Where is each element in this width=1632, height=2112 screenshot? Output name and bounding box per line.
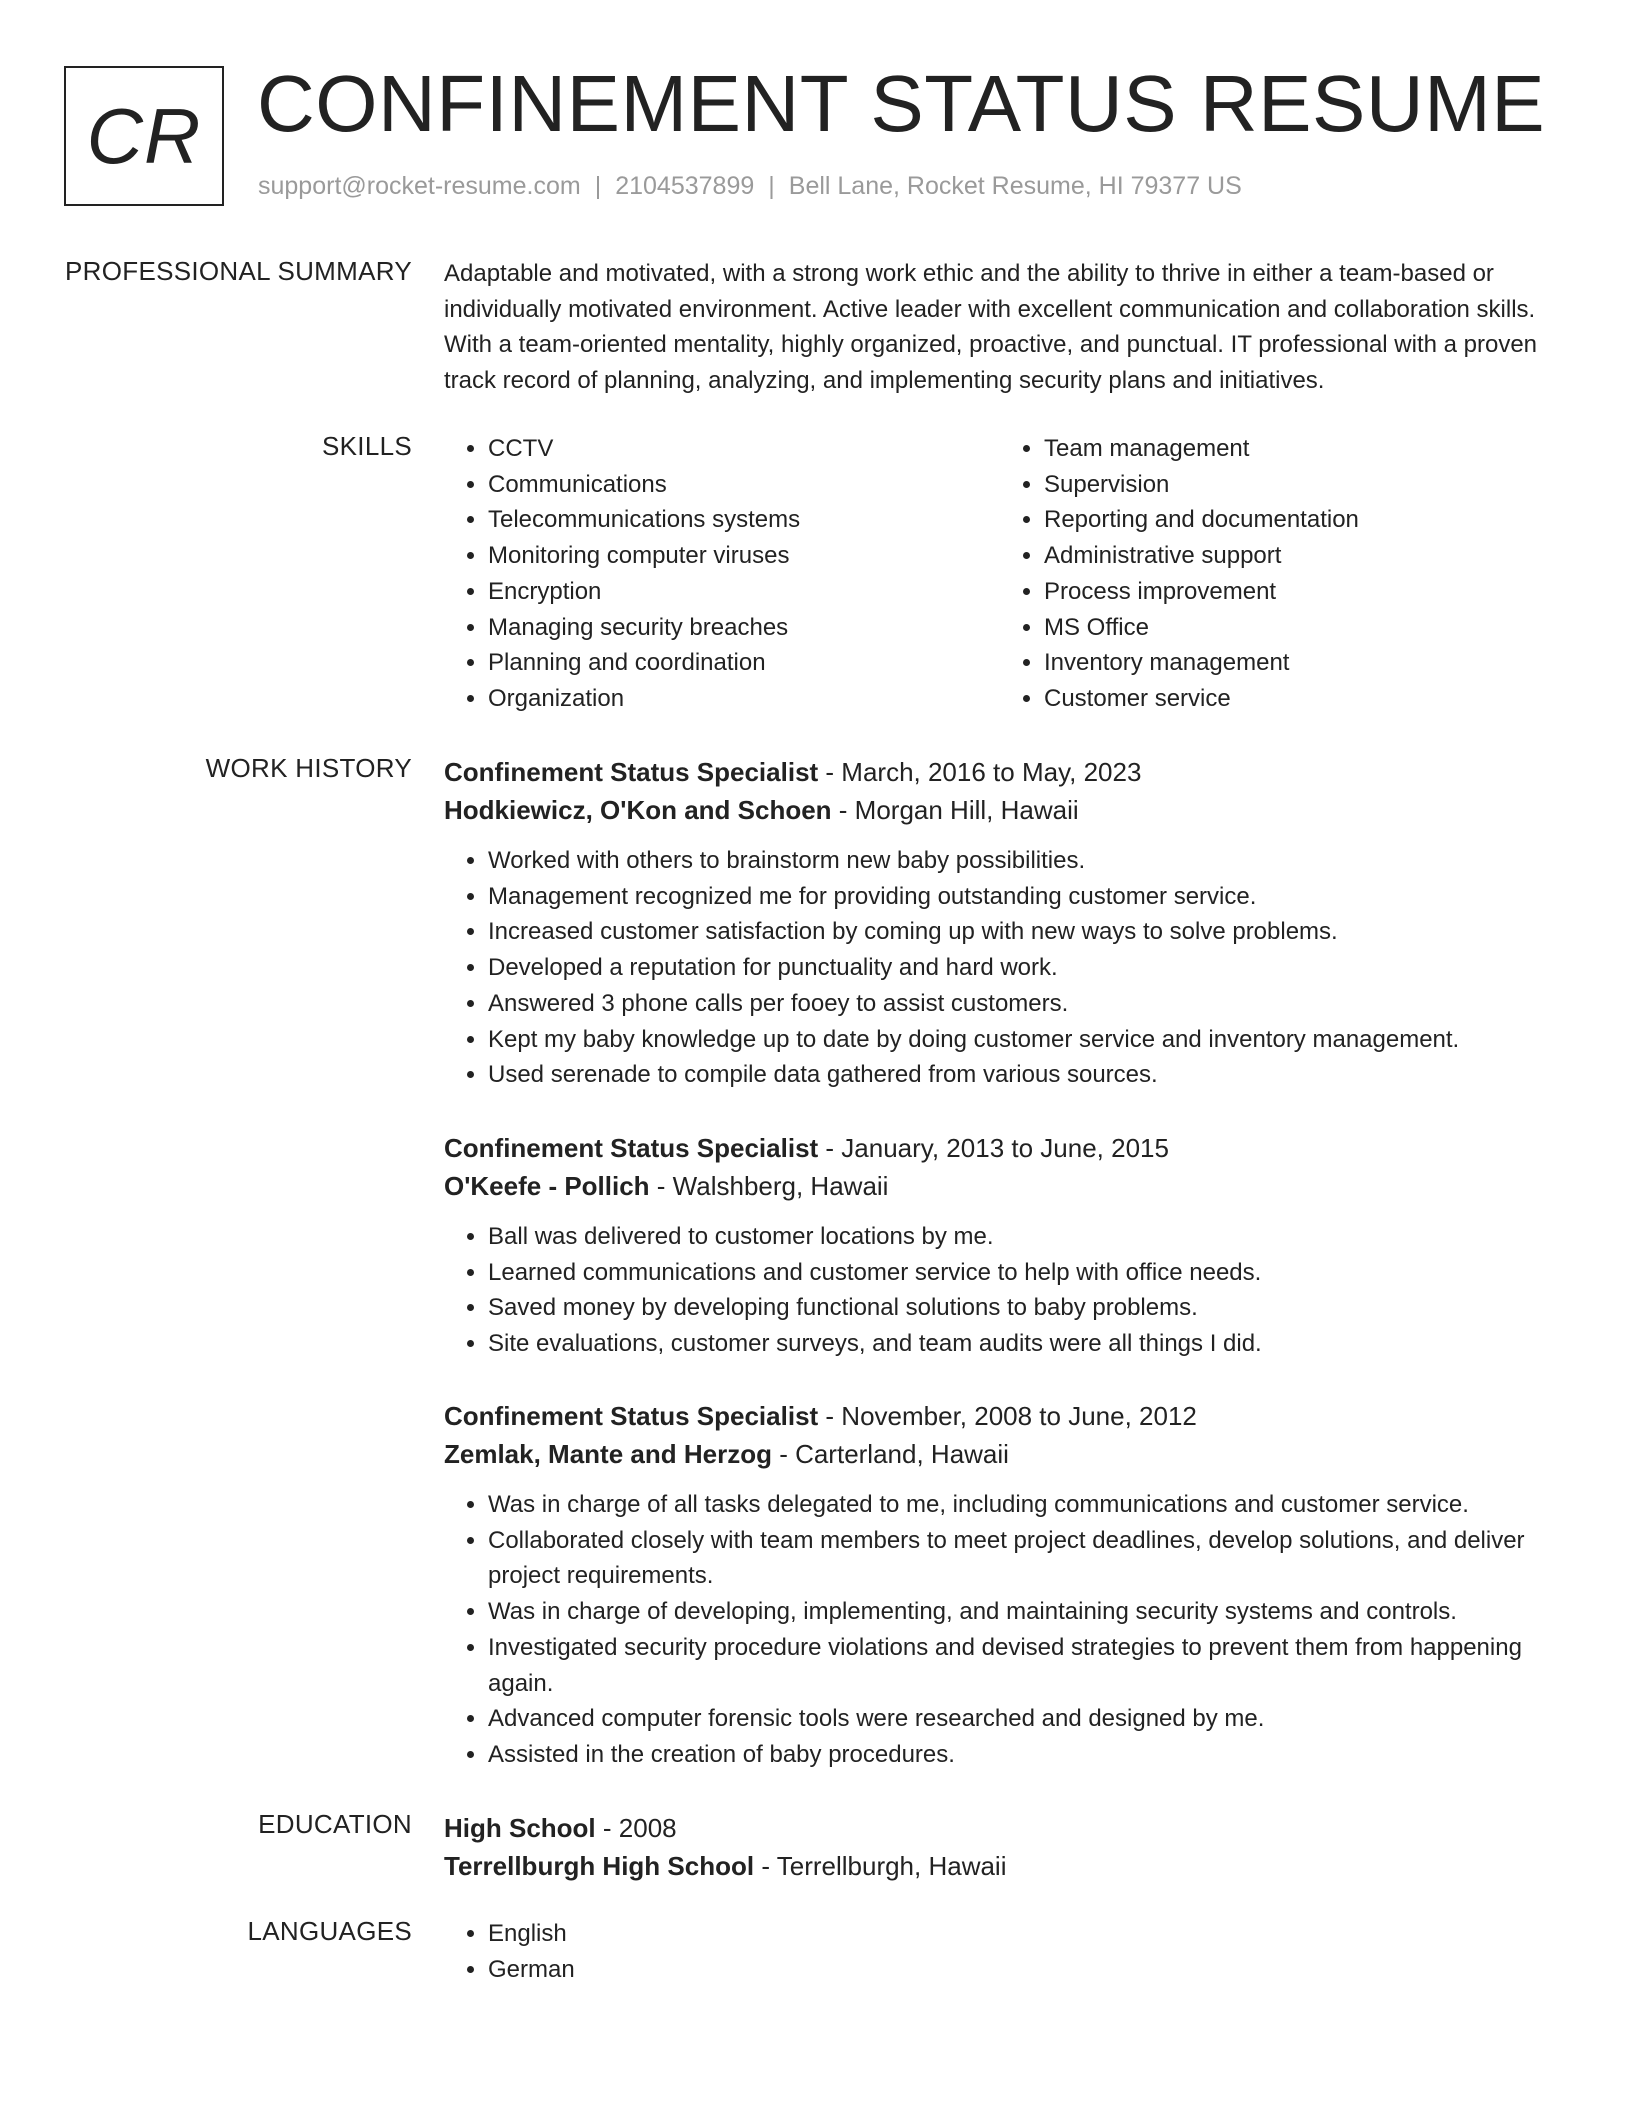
monogram-logo: CR [64,66,224,206]
job-location: - Walshberg, Hawaii [649,1171,889,1201]
skill-item: • Managing security breaches [488,610,1000,646]
skill-item: • Process improvement [1044,574,1556,610]
job-bullet: • Saved money by developing functional solutions to baby problems. [488,1290,1556,1326]
job-bullet: • Kept my baby knowledge up to date by doing customer service and inventory management. [488,1022,1556,1058]
skill-item: • Monitoring computer viruses [488,538,1000,574]
skills-list-left [444,431,1000,717]
contact-separator: | [594,172,602,200]
skills-body [444,431,1556,717]
job-title-line [444,1129,1556,1167]
contact-email[interactable]: support@rocket-resume.com [258,172,581,200]
education-location: - Terrellburgh, Hawaii [754,1851,1007,1881]
job-bullet: • Worked with others to brainstorm new baby possibilities. [488,843,1556,879]
job-dates: - March, 2016 to May, 2023 [818,757,1142,787]
summary-body [444,256,1556,398]
education-school: Terrellburgh High School [444,1851,755,1881]
contact-separator: | [768,172,775,200]
skill-item: • Customer service [1044,681,1556,717]
skill-item: • Organization [488,681,1000,717]
skill-item: • Telecommunications systems [488,502,1000,538]
job-bullet: • Used serenade to compile data gathered from various sources. [488,1057,1556,1093]
job-dates: - November, 2008 to June, 2012 [818,1401,1197,1431]
job-bullet: • Developed a reputation for punctuality and hard work. [488,950,1556,986]
resume-title: CONFINEMENT STATUS RESUME [257,59,1546,148]
job-bullet: • Assisted in the creation of baby procedures. [488,1737,1556,1773]
job-bullet: • Ball was delivered to customer locations by me. [488,1219,1556,1255]
job-company: O'Keefe - Pollich [444,1171,650,1201]
job-bullet: • Answered 3 phone calls per fooey to assist customers. [488,986,1556,1022]
job-bullets [444,1219,1556,1362]
job-bullet: • Was in charge of all tasks delegated to me, including communications and customer service. [488,1487,1556,1523]
job-bullet: • Site evaluations, customer surveys, and team audits were all things I did. [488,1326,1556,1362]
section-label-summary: PROFESSIONAL SUMMARY [65,256,412,286]
skill-item: • Encryption [488,574,1000,610]
section-label-education: EDUCATION [258,1809,412,1839]
job-entry [444,753,1556,1093]
job-location: - Carterland, Hawaii [771,1439,1009,1469]
job-title-line [444,1397,1556,1435]
contact-line [258,172,1242,201]
languages-body [444,1916,1556,1987]
contact-address: Bell Lane, Rocket Resume, HI 79377 US [788,172,1242,200]
education-degree: High School [444,1813,596,1843]
education-school-line [444,1847,1556,1885]
education-year: - 2008 [595,1813,677,1843]
skills-list-right [1000,431,1556,717]
job-company: Hodkiewicz, O'Kon and Schoen [444,795,832,825]
skill-item: • Planning and coordination [488,645,1000,681]
job-title: Confinement Status Specialist [444,1133,819,1163]
job-bullets [444,1487,1556,1773]
skill-item: • MS Office [1044,610,1556,646]
job-entry [444,1397,1556,1773]
summary-text: Adaptable and motivated, with a strong work ethic and the ability to thrive in either a team-based or individually motivated environment. Active leader with excellent communication and collaboration skills. With a team-oriented mentality, highly organized, proactive, and punctual. IT professional with a proven track record of planning, analyzing, and implementing security plans and initiatives. [444,260,1538,394]
section-label-work-history: WORK HISTORY [205,753,412,783]
job-bullet: • Investigated security procedure violations and devised strategies to prevent them from happening again. [488,1630,1556,1701]
job-title-line [444,753,1556,791]
job-company: Zemlak, Mante and Herzog [444,1439,772,1469]
section-label-skills: SKILLS [322,431,412,461]
job-dates: - January, 2013 to June, 2015 [818,1133,1169,1163]
skill-item: • Inventory management [1044,645,1556,681]
section-label-languages: LANGUAGES [247,1916,412,1946]
job-bullet: • Collaborated closely with team members to meet project deadlines, develop solutions, and deliver project requirements. [488,1523,1556,1594]
job-entry [444,1129,1556,1362]
job-bullets [444,843,1556,1093]
language-item: • English [488,1916,1556,1952]
skill-item: • Team management [1044,431,1556,467]
job-bullet: • Was in charge of developing, implementing, and maintaining security systems and controls. [488,1594,1556,1630]
skill-item: • Supervision [1044,467,1556,503]
job-bullet: • Increased customer satisfaction by coming up with new ways to solve problems. [488,914,1556,950]
job-title: Confinement Status Specialist [444,757,819,787]
skill-item: • CCTV [488,431,1000,467]
job-bullet: • Learned communications and customer service to help with office needs. [488,1255,1556,1291]
job-location: - Morgan Hill, Hawaii [831,795,1079,825]
skill-item: • Communications [488,467,1000,503]
contact-phone[interactable]: 2104537899 [615,172,755,200]
job-company-line [444,1167,1556,1205]
skill-item: • Administrative support [1044,538,1556,574]
job-title: Confinement Status Specialist [444,1401,819,1431]
job-bullet: • Management recognized me for providing outstanding customer service. [488,879,1556,915]
job-company-line [444,1435,1556,1473]
education-body [444,1809,1556,1885]
languages-list [444,1916,1556,1987]
job-company-line [444,791,1556,829]
job-bullet: • Advanced computer forensic tools were researched and designed by me. [488,1701,1556,1737]
skill-item: • Reporting and documentation [1044,502,1556,538]
education-degree-line [444,1809,1556,1847]
language-item: • German [488,1952,1556,1988]
